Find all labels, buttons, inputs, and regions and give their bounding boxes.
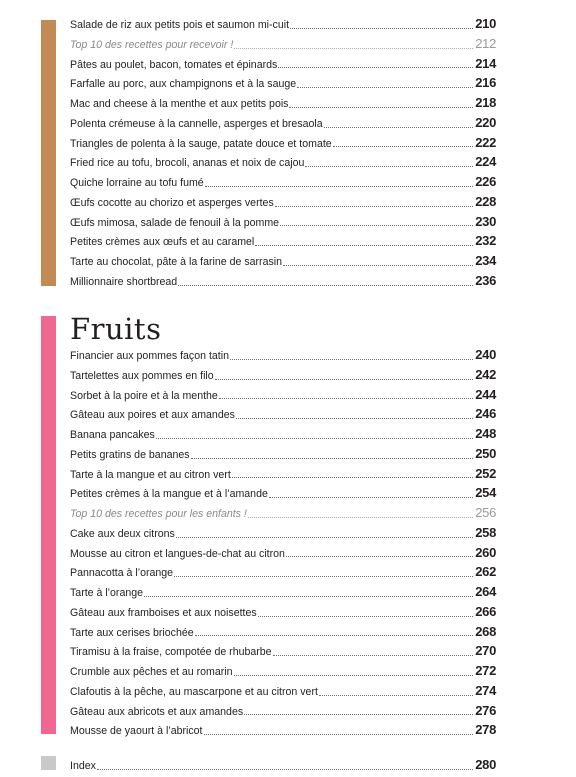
toc-entry-title: Index — [70, 760, 96, 772]
toc-entry-top10[interactable] — [70, 34, 496, 54]
toc-entry-title: Tarte à la mangue et au citron vert — [70, 468, 231, 481]
toc-entry-title: Tiramisu à la fraise, compotée de rhubarbe — [70, 646, 272, 659]
dot-leader — [236, 417, 473, 419]
toc-entry-page-number: 250 — [475, 445, 496, 461]
dot-leader — [234, 47, 473, 49]
dot-leader — [258, 615, 473, 617]
toc-entry-page-number: 220 — [475, 114, 496, 130]
toc-entry-page-number: 226 — [475, 174, 496, 189]
toc-entry-title: Petites crèmes à la mangue et à l’amande — [70, 488, 268, 501]
dot-leader — [319, 694, 473, 696]
toc-entry[interactable] — [70, 345, 496, 365]
toc-entry[interactable] — [70, 271, 496, 291]
section-color-bar-fruits — [41, 316, 56, 734]
dot-leader — [244, 713, 473, 715]
toc-entry-title: Gâteau aux poires et aux amandes — [70, 409, 235, 422]
toc-entry-title: Œufs mimosa, salade de fenouil à la pomme — [70, 216, 280, 229]
toc-entry-title: Mac and cheese à la menthe et aux petits pois — [70, 98, 289, 110]
toc-entry-title: Sorbet à la poire et à la menthe — [70, 389, 218, 402]
toc-entry-title: Cake aux deux citrons — [70, 527, 175, 540]
toc-entry-title: Financier aux pommes façon tatin — [70, 350, 229, 362]
dot-leader — [219, 397, 473, 399]
dot-leader — [275, 205, 473, 207]
toc-entry[interactable] — [70, 14, 496, 34]
toc-entry[interactable] — [70, 543, 496, 563]
toc-entry-page-number: 278 — [475, 722, 496, 738]
toc-entry-page-number: 228 — [475, 193, 496, 209]
toc-entry[interactable] — [70, 444, 496, 464]
toc-list-index — [70, 755, 496, 775]
toc-entry-page-number: 232 — [475, 233, 496, 249]
toc-entry[interactable] — [70, 365, 496, 385]
toc-entry[interactable] — [70, 172, 496, 192]
toc-entry-page-number: 244 — [475, 386, 496, 402]
toc-entry-title: Fried rice au tofu, brocoli, ananas et noix de cajou — [70, 157, 305, 170]
toc-entry-page-number: 214 — [475, 55, 496, 71]
dot-leader — [176, 536, 473, 538]
toc-entry[interactable] — [70, 681, 496, 701]
toc-entry-page-number: 242 — [475, 366, 496, 382]
toc-entry[interactable] — [70, 720, 496, 740]
dot-leader — [286, 555, 473, 557]
toc-entry-page-number: 230 — [475, 213, 496, 229]
dot-leader — [191, 457, 473, 459]
dot-leader — [204, 733, 474, 735]
toc-entry-page-number: 270 — [475, 643, 496, 659]
toc-entry-page-number: 252 — [475, 465, 496, 481]
dot-leader — [305, 165, 473, 167]
toc-entry-page-number: 236 — [475, 272, 496, 288]
dot-leader — [195, 634, 473, 636]
dot-leader — [215, 378, 473, 380]
toc-entry[interactable] — [70, 152, 496, 172]
dot-leader — [324, 126, 473, 128]
dot-leader — [97, 768, 473, 770]
dot-leader — [178, 284, 473, 286]
toc-entry[interactable] — [70, 622, 496, 642]
toc-entry[interactable] — [70, 661, 496, 681]
toc-entry-title: Pannacotta à l’orange — [70, 567, 174, 580]
toc-entry[interactable] — [70, 385, 496, 405]
dot-leader — [234, 674, 473, 676]
toc-entry-page-number: 254 — [475, 485, 496, 501]
toc-entry-title: Pâtes au poulet, bacon, tomates et épinards — [70, 58, 278, 71]
toc-entry-page-number: 240 — [475, 347, 496, 362]
toc-entry[interactable] — [70, 93, 496, 113]
toc-entry-title: Clafoutis à la pêche, au mascarpone et au citron vert — [70, 685, 318, 698]
toc-entry[interactable] — [70, 231, 496, 251]
toc-entry-title: Tarte aux cerises briochée — [70, 626, 194, 639]
toc-entry-title: Top 10 des recettes pour recevoir ! — [70, 38, 234, 51]
toc-entry-title: Polenta crémeuse à la cannelle, asperges et bresaola — [70, 117, 323, 130]
toc-entry[interactable] — [70, 133, 496, 153]
toc-entry[interactable] — [70, 641, 496, 661]
dot-leader — [232, 476, 473, 478]
section-title-fruits: Fruits — [70, 312, 162, 346]
toc-entry-page-number: 274 — [475, 682, 496, 698]
toc-entry-title: Tarte au chocolat, pâte à la farine de sarrasin — [70, 256, 282, 268]
dot-leader — [273, 654, 473, 656]
toc-entry-page-number: 264 — [475, 584, 496, 599]
toc-entry-title: Petits gratins de bananes — [70, 448, 190, 461]
toc-entry-page-number: 216 — [475, 75, 496, 91]
dot-leader — [205, 185, 473, 187]
toc-entry-title: Farfalle au porc, aux champignons et à la sauge — [70, 78, 297, 91]
toc-entry-page-number: 266 — [475, 603, 496, 619]
toc-entry-page-number: 262 — [475, 564, 496, 580]
toc-entry-title: Quiche lorraine au tofu fumé — [70, 177, 204, 189]
toc-entry-title: Crumble aux pêches et au romarin — [70, 666, 233, 678]
toc-entry[interactable] — [70, 424, 496, 444]
toc-entry-title: Mousse au citron et langues-de-chat au citron — [70, 547, 285, 560]
toc-entry-page-number: 224 — [475, 154, 496, 170]
toc-entry-page-number: 210 — [475, 16, 496, 31]
toc-entry-page-number: 260 — [475, 544, 496, 560]
toc-entry-page-number: 258 — [475, 524, 496, 540]
dot-leader — [230, 358, 473, 360]
dot-leader — [280, 224, 473, 226]
dot-leader — [144, 595, 473, 597]
toc-entry-page-number: 256 — [475, 505, 496, 520]
dot-leader — [255, 244, 473, 246]
toc-list-previous-section — [70, 14, 496, 291]
toc-entry-page-number: 268 — [475, 623, 496, 639]
toc-entry[interactable] — [70, 602, 496, 622]
toc-list-fruits — [70, 345, 496, 740]
dot-leader — [283, 264, 473, 266]
toc-entry[interactable] — [70, 212, 496, 232]
section-color-bar-brown — [41, 20, 56, 286]
toc-entry-page-number: 276 — [475, 702, 496, 718]
toc-entry-title: Mousse de yaourt à l’abricot — [70, 725, 203, 738]
toc-entry[interactable] — [70, 582, 496, 602]
toc-entry[interactable] — [70, 404, 496, 424]
toc-entry-title: Gâteau aux framboises et aux noisettes — [70, 606, 257, 619]
dot-leader — [248, 516, 473, 518]
toc-entry[interactable] — [70, 54, 496, 74]
toc-entry[interactable] — [70, 483, 496, 503]
toc-entry-title: Banana pancakes — [70, 429, 155, 441]
toc-entry-title: Millionnaire shortbread — [70, 275, 178, 288]
toc-entry[interactable] — [70, 251, 496, 271]
toc-entry-title: Tartelettes aux pommes en filo — [70, 369, 214, 382]
dot-leader — [333, 145, 473, 147]
toc-entry-title: Salade de riz aux petits pois et saumon mi-cuit — [70, 19, 290, 31]
toc-entry-title: Triangles de polenta à la sauge, patate douce et tomate — [70, 137, 332, 150]
dot-leader — [289, 106, 473, 108]
dot-leader — [297, 86, 473, 88]
toc-entry-page-number: 218 — [475, 95, 496, 110]
toc-entry-page-number: 246 — [475, 406, 496, 422]
toc-entry-page-number: 234 — [475, 253, 496, 268]
toc-entry[interactable] — [70, 113, 496, 133]
toc-entry[interactable] — [70, 192, 496, 212]
toc-entry-title: Gâteau aux abricots et aux amandes — [70, 705, 244, 718]
dot-leader — [174, 575, 473, 577]
toc-entry-title: Petites crèmes aux œufs et au caramel — [70, 236, 255, 249]
dot-leader — [290, 27, 473, 29]
dot-leader — [156, 437, 473, 439]
toc-entry[interactable] — [70, 562, 496, 582]
toc-entry[interactable] — [70, 701, 496, 721]
toc-entry[interactable] — [70, 523, 496, 543]
toc-entry-top10[interactable] — [70, 503, 496, 523]
toc-entry-title: Œufs cocotte au chorizo et asperges vertes — [70, 196, 274, 209]
toc-entry[interactable] — [70, 73, 496, 93]
toc-entry[interactable] — [70, 464, 496, 484]
toc-entry[interactable] — [70, 755, 496, 775]
toc-entry-page-number: 248 — [475, 426, 496, 441]
toc-entry-page-number: 280 — [475, 757, 496, 772]
toc-entry-page-number: 272 — [475, 663, 496, 678]
dot-leader — [278, 66, 473, 68]
toc-entry-title: Tarte à l’orange — [70, 587, 144, 599]
toc-entry-page-number: 222 — [475, 134, 496, 150]
toc-entry-title: Top 10 des recettes pour les enfants ! — [70, 508, 247, 520]
dot-leader — [269, 496, 473, 498]
toc-entry-page-number: 212 — [475, 35, 496, 51]
